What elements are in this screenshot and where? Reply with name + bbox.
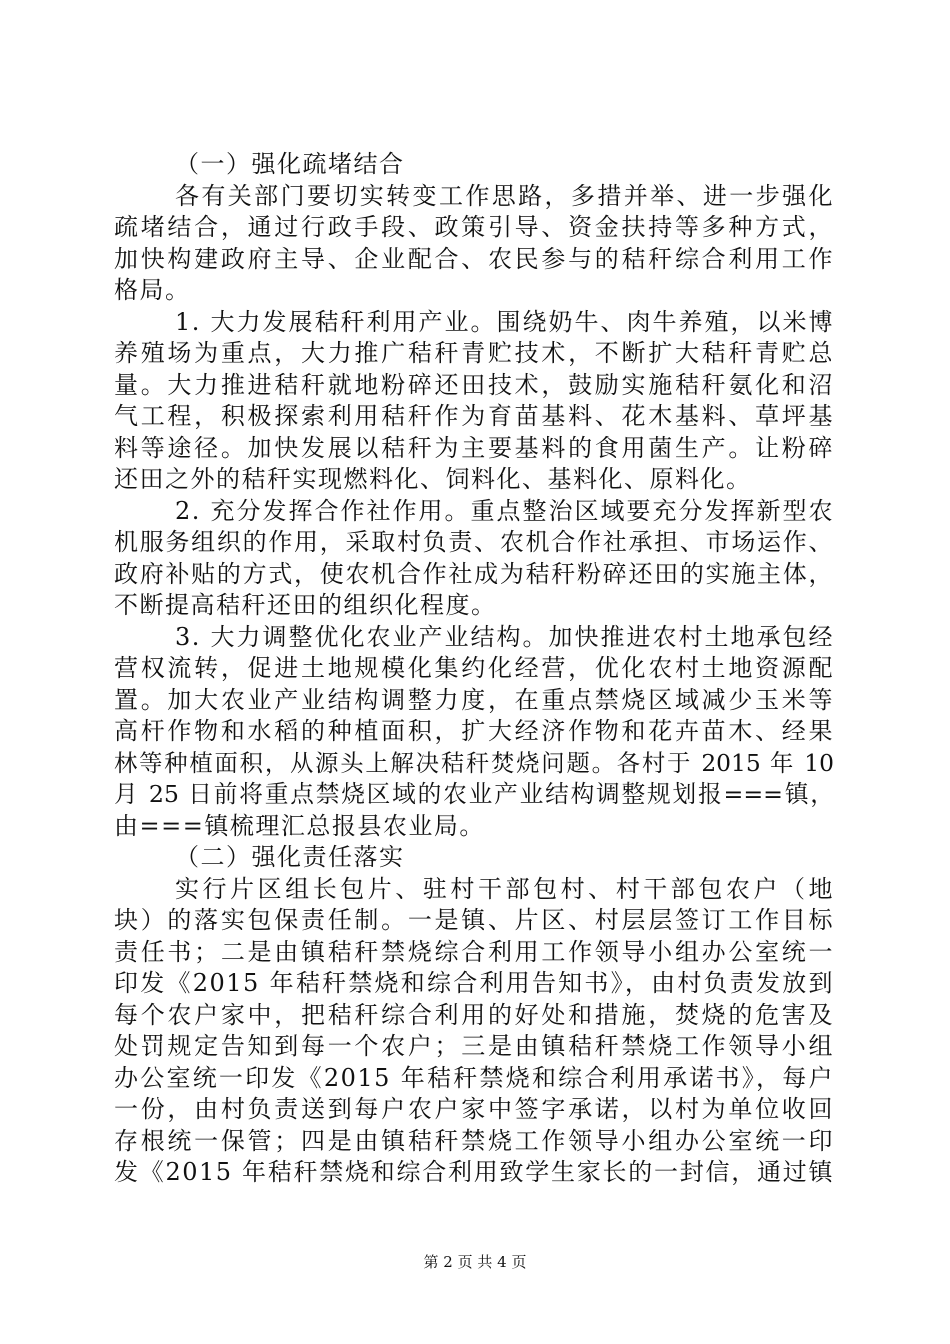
text-line: 养殖场为重点，大力推广秸秆青贮技术，不断扩大秸秆青贮总	[114, 339, 834, 367]
text-line: 3. 大力调整优化农业产业结构。加快推进农村土地承包经	[175, 622, 834, 651]
text-line: 月 25 日前将重点禁烧区域的农业产业结构调整规划报===镇，	[114, 780, 834, 808]
text-line: 格局。	[114, 276, 191, 304]
text-line: 机服务组织的作用，采取村负责、农机合作社承担、市场运作、	[114, 528, 834, 556]
text-line: 疏堵结合，通过行政手段、政策引导、资金扶持等多种方式，	[114, 213, 834, 241]
text-line: 1. 大力发展秸秆利用产业。围绕奶牛、肉牛养殖，以米博	[175, 307, 834, 336]
text-line: 高杆作物和水稻的种植面积，扩大经济作物和花卉苗木、经果	[114, 717, 834, 745]
text-line: 责任书；二是由镇秸秆禁烧综合利用工作领导小组办公室统一	[114, 937, 834, 966]
text-line: 加快构建政府主导、企业配合、农民参与的秸秆综合利用工作	[114, 244, 834, 273]
text-line: 块）的落实包保责任制。一是镇、片区、村层层签订工作目标	[114, 906, 834, 934]
text-line: 印发《2015 年秸秆禁烧和综合利用告知书》，由村负责发放到	[114, 969, 834, 997]
text-line: 实行片区组长包片、驻村干部包村、村干部包农户（地	[175, 874, 834, 903]
text-line: 料等途径。加快发展以秸秆为主要基料的食用菌生产。让粉碎	[114, 433, 834, 462]
text-line: 政府补贴的方式，使农机合作社成为秸秆粉碎还田的实施主体，	[114, 559, 834, 588]
text-line: 存根统一保管；四是由镇秸秆禁烧工作领导小组办公室统一印	[114, 1126, 834, 1155]
text-line: 林等种植面积，从源头上解决秸秆焚烧问题。各村于 2015 年 10	[114, 748, 834, 777]
text-line: （一）强化疏堵结合	[175, 150, 405, 178]
text-line: 还田之外的秸秆实现燃料化、饲料化、基料化、原料化。	[114, 465, 752, 493]
text-line: （二）强化责任落实	[175, 843, 405, 871]
text-line: 处罚规定告知到每一个农户；三是由镇秸秆禁烧工作领导小组	[114, 1032, 834, 1060]
text-line: 每个农户家中，把秸秆综合利用的好处和措施，焚烧的危害及	[114, 1000, 834, 1029]
text-line: 置。加大农业产业结构调整力度，在重点禁烧区域减少玉米等	[114, 685, 834, 714]
text-line: 由===镇梳理汇总报县农业局。	[114, 811, 485, 840]
text-line: 2. 充分发挥合作社作用。重点整治区域要充分发挥新型农	[175, 496, 834, 525]
text-line: 各有关部门要切实转变工作思路，多措并举、进一步强化	[175, 181, 834, 210]
text-line: 发《2015 年秸秆禁烧和综合利用致学生家长的一封信，通过镇	[114, 1158, 834, 1186]
text-line: 一份，由村负责送到每户农户家中签字承诺，以村为单位收回	[114, 1095, 834, 1123]
text-line: 气工程，积极探索利用秸秆作为育苗基料、花木基料、草坪基	[114, 402, 834, 430]
text-line: 不断提高秸秆还田的组织化程度。	[114, 591, 497, 619]
text-line: 量。大力推进秸秆就地粉碎还田技术，鼓励实施秸秆氨化和沼	[114, 370, 834, 399]
text-line: 营权流转，促进土地规模化集约化经营，优化农村土地资源配	[114, 654, 834, 682]
text-line: 办公室统一印发《2015 年秸秆禁烧和综合利用承诺书》，每户	[114, 1063, 834, 1092]
page-footer: 第 2 页 共 4 页	[423, 1253, 527, 1271]
